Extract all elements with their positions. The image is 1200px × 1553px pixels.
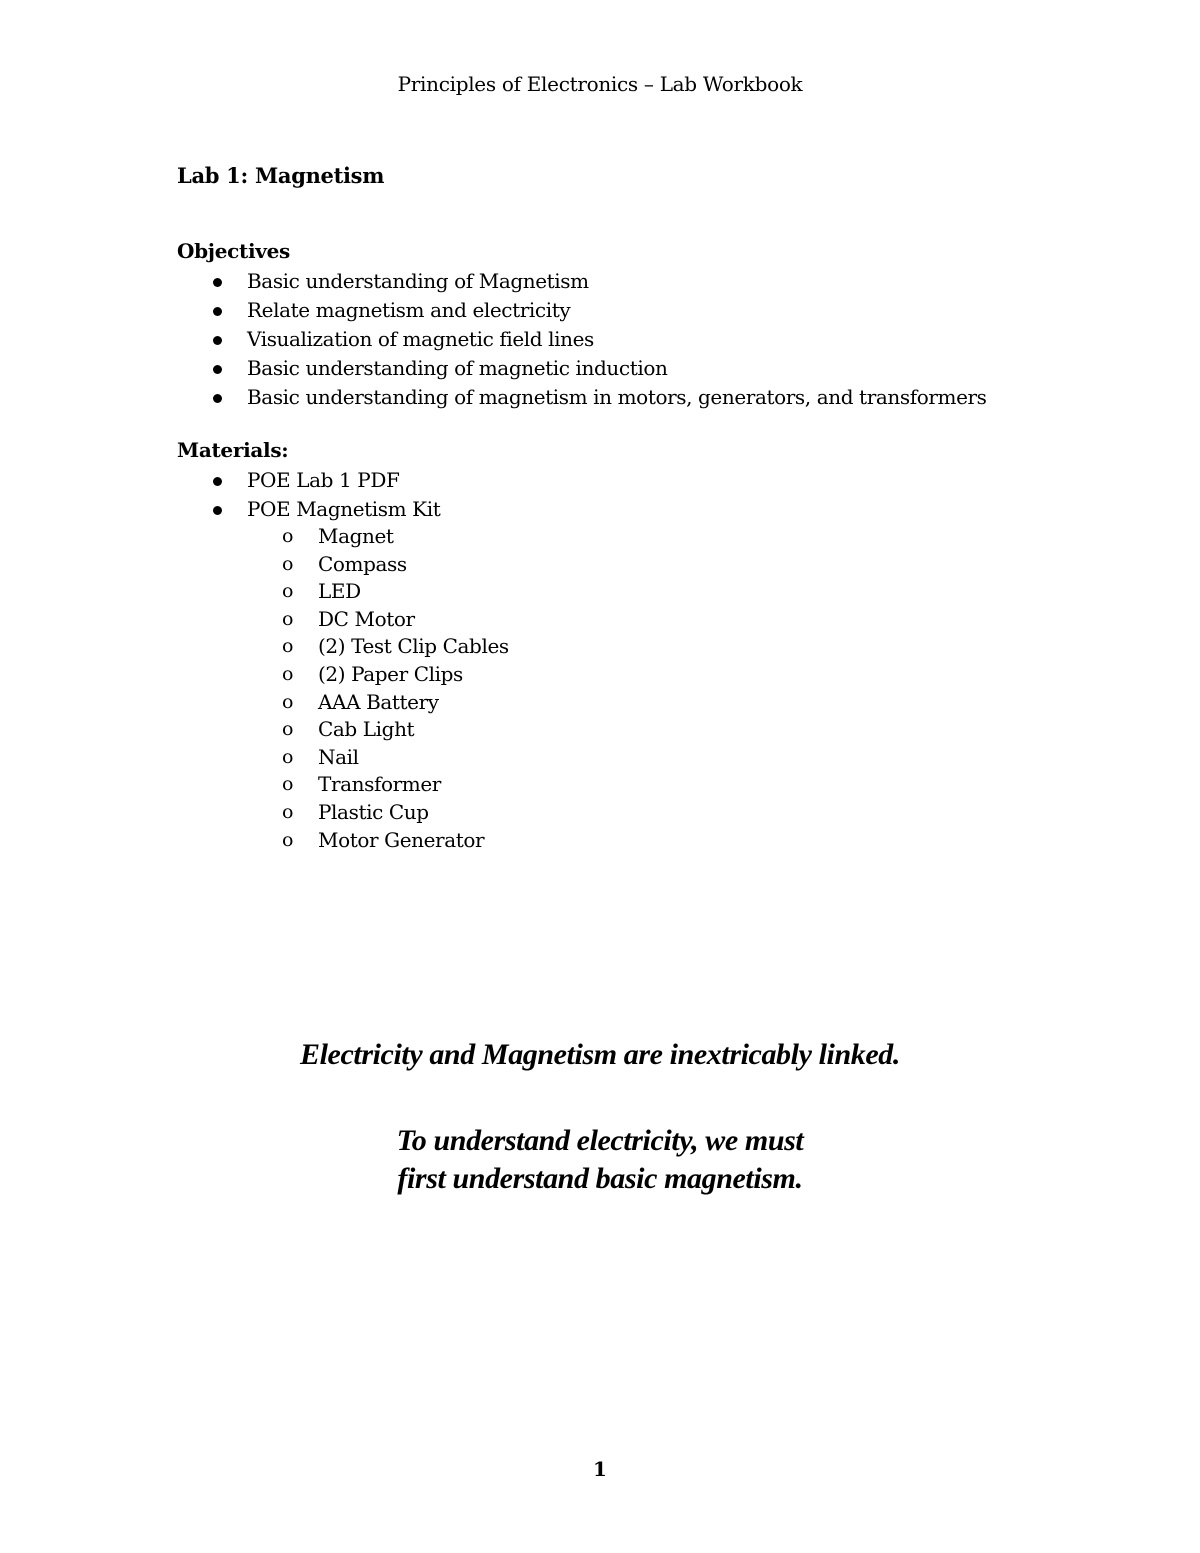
quote-line-1: Electricity and Magnetism are inextricably linked. <box>300 1038 900 1071</box>
hollow-bullet-icon: o <box>282 662 294 685</box>
hollow-bullet-icon: o <box>282 828 294 851</box>
hollow-bullet-icon: o <box>282 607 294 630</box>
page-number: 1 <box>593 1457 607 1481</box>
hollow-bullet-icon: o <box>282 580 294 603</box>
running-header: Principles of Electronics – Lab Workbook <box>397 72 803 96</box>
objectives-heading: Objectives <box>177 239 290 263</box>
hollow-bullet-icon: o <box>282 800 294 823</box>
bullet-dot-icon <box>213 307 222 316</box>
quote-line-3: first understand basic magnetism. <box>397 1162 803 1195</box>
quote-line-2: To understand electricity, we must <box>396 1124 804 1157</box>
hollow-bullet-icon: o <box>282 552 294 575</box>
bullet-dot-icon <box>213 336 222 345</box>
bullet-dot-icon <box>213 506 222 515</box>
hollow-bullet-icon: o <box>282 745 294 768</box>
hollow-bullet-icon: o <box>282 635 294 658</box>
hollow-bullet-icon: o <box>282 525 294 547</box>
bullet-dot-icon <box>213 477 222 486</box>
hollow-bullet-icon: o <box>282 773 294 796</box>
bullet-dot-icon <box>213 394 222 403</box>
hollow-bullet-icon: o <box>282 690 294 713</box>
materials-heading: Materials: <box>177 438 289 462</box>
lab-title: Lab 1: Magnetism <box>177 163 385 188</box>
bullet-dot-icon <box>213 365 222 374</box>
document-page: Principles of Electronics – Lab Workbook Lab 1: Magnetism Objectives Basic understanding of Magnetism Relate magnetism and electricity Visualization of magnetic field lines Basic understanding of magnetic induction Basic understanding of magnetism in motors, generators, and transformers Materials: POE Lab 1 PDF POE Magnetism Kit o Magnet o Compass o LED o DC Motor o (2) Test Clip Cables o (2) Paper Clips o AAA Battery o Cab Light o Nail o Transformer o Plastic Cup o Motor Generator Electricity and Magnetism are inextricably linked. To understand electricity, we must first understand basic magnetism. 1 <box>0 0 1200 1553</box>
hollow-bullet-icon: o <box>282 718 294 741</box>
bullet-dot-icon <box>213 278 222 287</box>
